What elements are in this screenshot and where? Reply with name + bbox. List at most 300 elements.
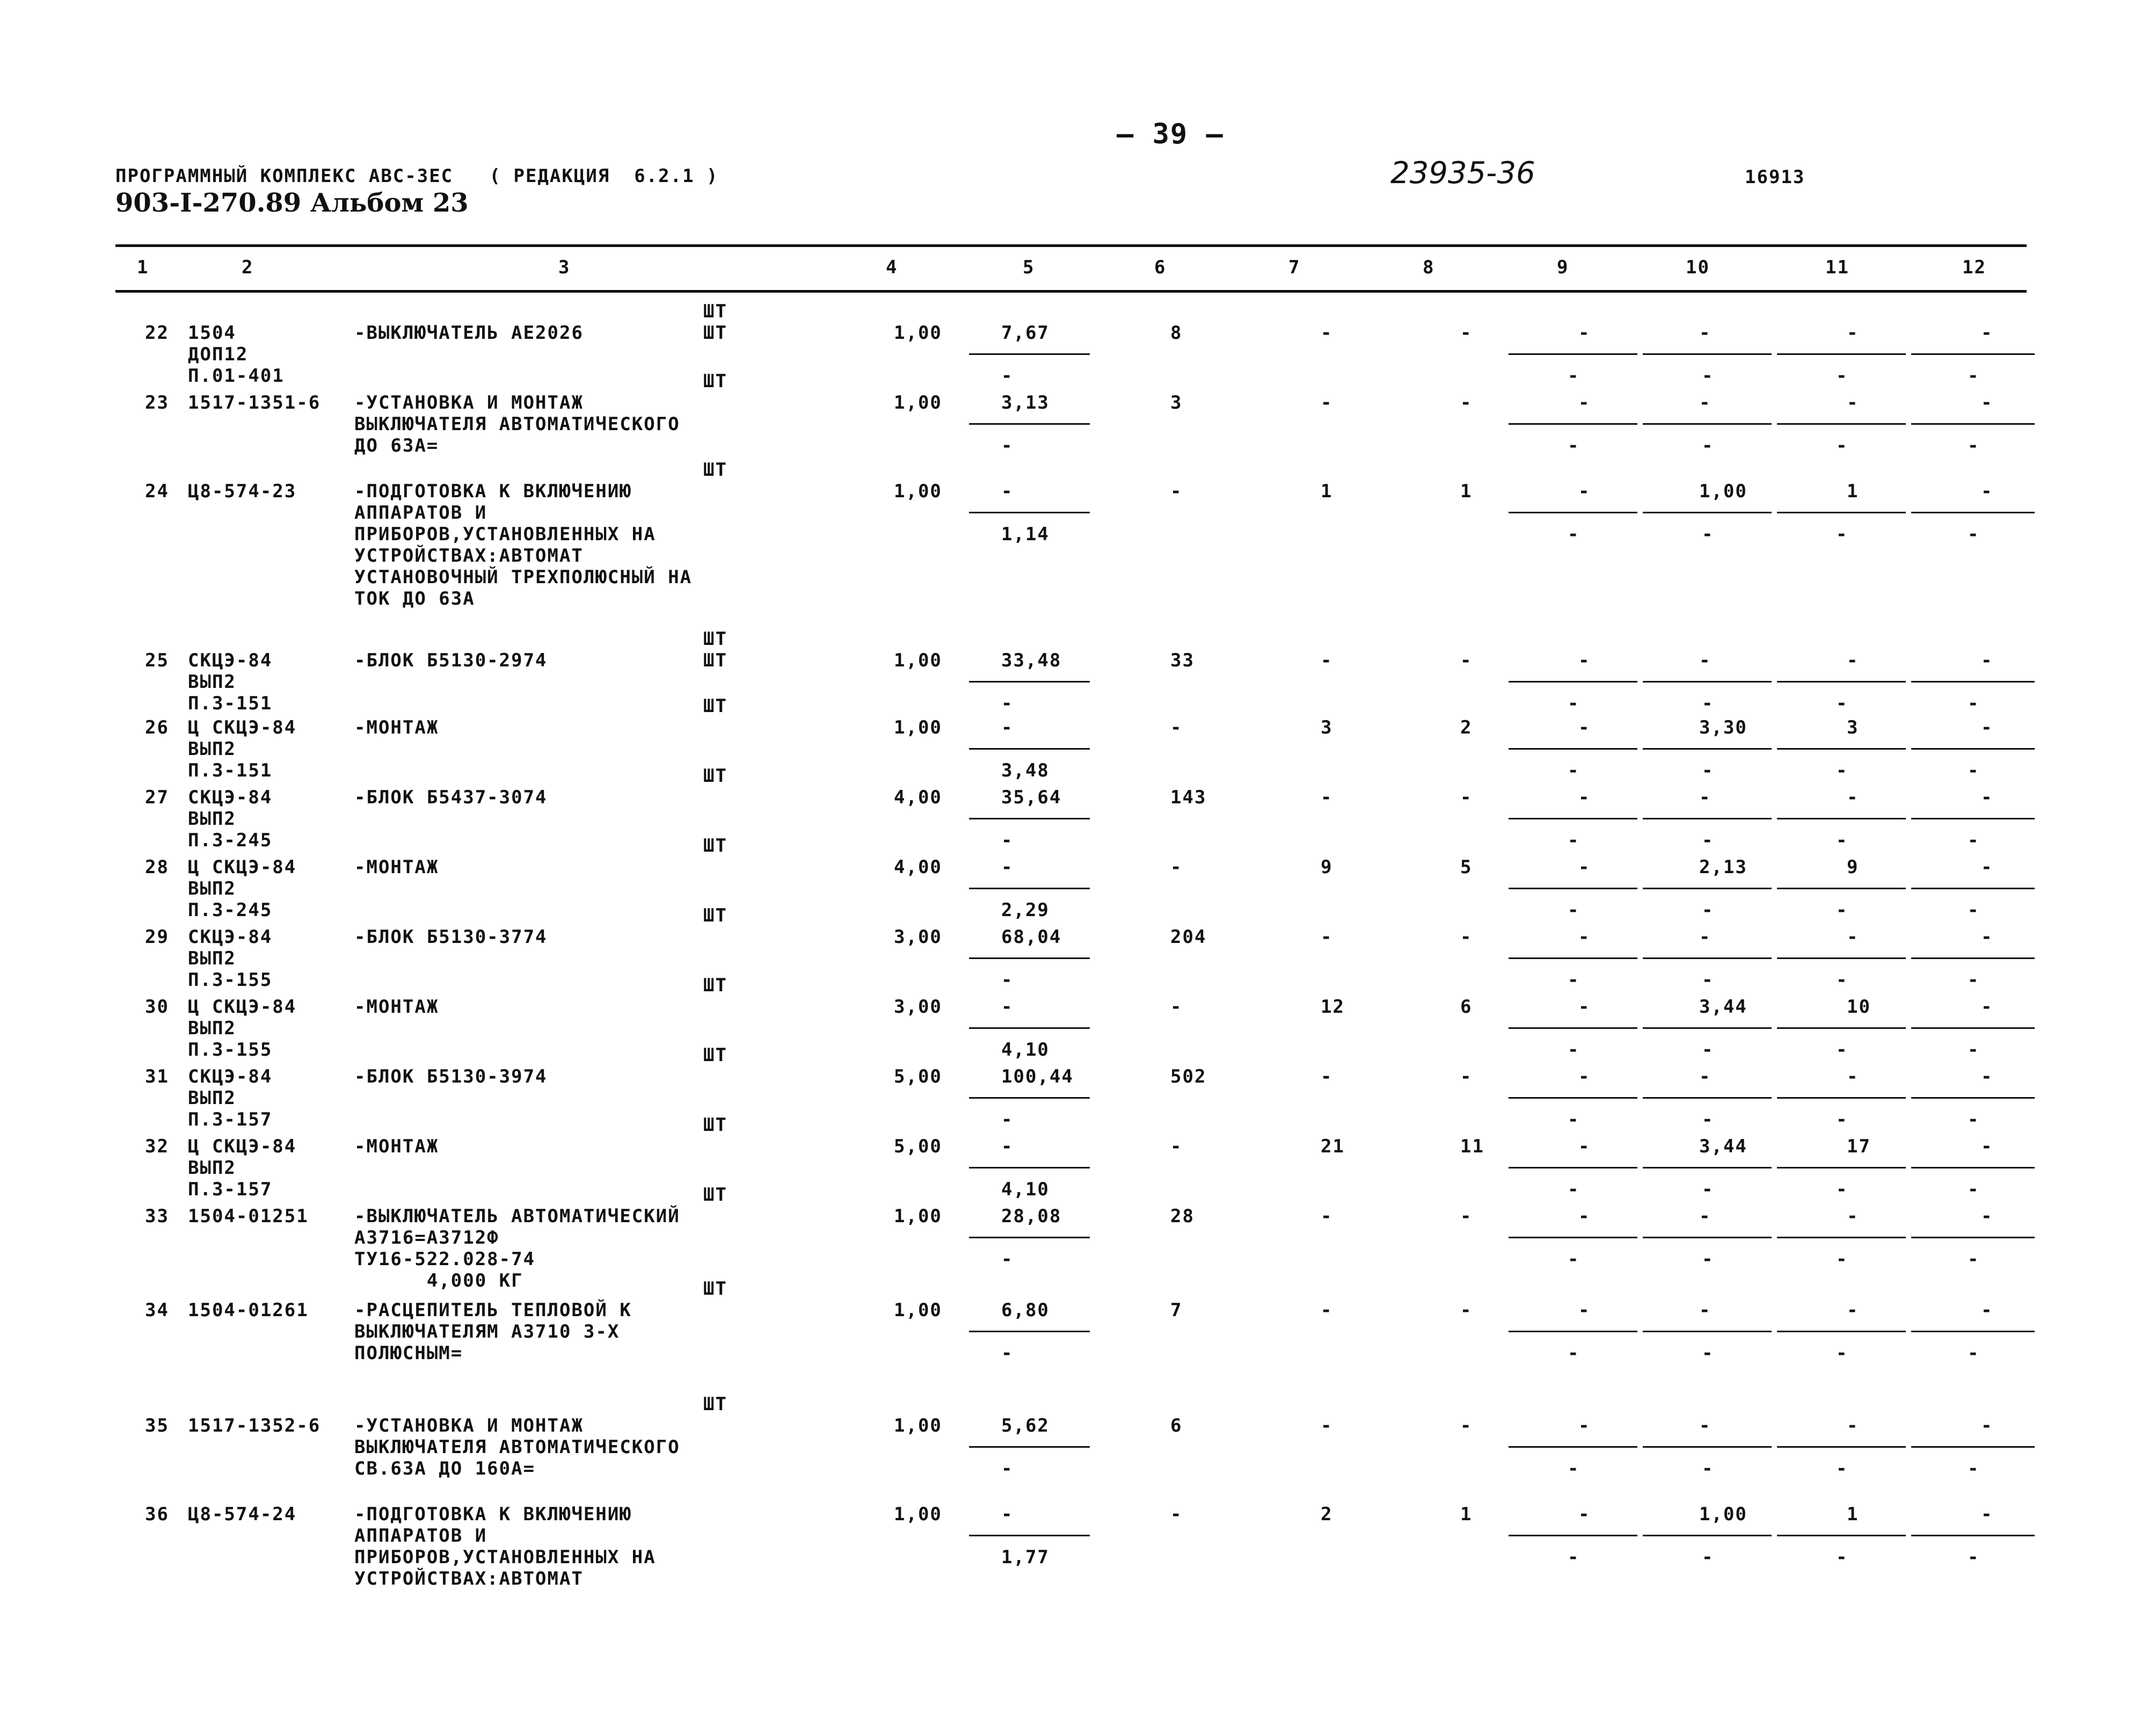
row-price-bottom: - xyxy=(1001,1342,1014,1364)
cell-underline xyxy=(1911,1027,2035,1029)
row-col12: - xyxy=(1981,1066,1993,1087)
table-row xyxy=(0,695,2156,792)
row-col6: - xyxy=(1170,481,1183,502)
row-col6: - xyxy=(1170,1504,1183,1525)
row-col11: - xyxy=(1847,1415,1859,1436)
row-description: -РАСЦЕПИТЕЛЬ ТЕПЛОВОЙ К ВЫКЛЮЧАТЕЛЯМ А3710 3-Х ПОЛЮСНЫМ= xyxy=(354,1300,632,1364)
row-price-bottom: - xyxy=(1001,969,1014,991)
row-col9: - xyxy=(1578,1066,1591,1087)
row-description: -БЛОК Б5130-3974 xyxy=(354,1066,548,1087)
row-unit: ШТ xyxy=(703,905,727,926)
cell-dash: - xyxy=(1702,1179,1714,1200)
table-row xyxy=(0,1278,2156,1375)
row-number: 27 xyxy=(145,787,169,808)
row-col7: - xyxy=(1321,1066,1333,1087)
row-col10: 1,00 xyxy=(1699,481,1747,502)
row-unit: ШТ xyxy=(703,1044,727,1066)
row-price-top: - xyxy=(1001,856,1014,878)
cell-dash: - xyxy=(1836,969,1848,991)
row-price-top: 3,13 xyxy=(1001,392,1050,413)
row-price-bottom: - xyxy=(1001,435,1014,456)
row-col10: - xyxy=(1699,322,1711,344)
cell-dash: - xyxy=(1836,830,1848,851)
row-description: -МОНТАЖ xyxy=(354,717,439,738)
row-col11: 1 xyxy=(1847,1504,1859,1525)
cell-dash: - xyxy=(1568,1039,1580,1061)
cell-underline xyxy=(1911,748,2035,750)
cell-dash: - xyxy=(1568,1342,1580,1364)
cell-underline xyxy=(1509,957,1637,959)
row-col6: - xyxy=(1170,717,1183,738)
table-row xyxy=(0,371,2156,467)
row-col7: 9 xyxy=(1321,856,1333,878)
cell-underline xyxy=(969,353,1090,355)
row-quantity: 1,00 xyxy=(894,1504,942,1525)
cell-underline xyxy=(1509,1167,1637,1168)
row-code: СКЦЭ-84 ВЫП2 П.3-155 xyxy=(188,926,273,991)
row-col7: - xyxy=(1321,1206,1333,1227)
row-description: -МОНТАЖ xyxy=(354,1136,439,1157)
row-price-top: - xyxy=(1001,717,1014,738)
row-col11: - xyxy=(1847,926,1859,948)
cell-dash: - xyxy=(1836,1547,1848,1568)
cell-underline xyxy=(1643,512,1772,513)
cell-dash: - xyxy=(1968,1179,1980,1200)
cell-dash: - xyxy=(1968,1109,1980,1130)
row-price-top: 68,04 xyxy=(1001,926,1062,948)
cell-underline xyxy=(1911,1167,2035,1168)
col-header-5: 5 xyxy=(1023,257,1035,278)
row-col11: - xyxy=(1847,787,1859,808)
cell-dash: - xyxy=(1568,1547,1580,1568)
cell-dash: - xyxy=(1836,899,1848,921)
row-price-bottom: 1,14 xyxy=(1001,524,1050,545)
row-description: -УСТАНОВКА И МОНТАЖ ВЫКЛЮЧАТЕЛЯ АВТОМАТИЧЕСКОГО ДО 63А= xyxy=(354,392,680,456)
row-col9: - xyxy=(1578,926,1591,948)
cell-underline xyxy=(1777,1097,1906,1099)
cell-underline xyxy=(1509,512,1637,513)
cell-underline xyxy=(1777,353,1906,355)
cell-dash: - xyxy=(1568,1249,1580,1270)
cell-dash: - xyxy=(1968,1458,1980,1479)
row-code: 1504 ДОП12 П.01-401 xyxy=(188,322,285,387)
cell-dash: - xyxy=(1836,1109,1848,1130)
cell-dash: - xyxy=(1702,365,1714,387)
row-col12: - xyxy=(1981,392,1993,413)
row-col12: - xyxy=(1981,1415,1993,1436)
row-col7: - xyxy=(1321,1300,1333,1321)
cell-underline xyxy=(969,818,1090,819)
row-description: -ПОДГОТОВКА К ВКЛЮЧЕНИЮ АППАРАТОВ И ПРИБОРОВ,УСТАНОВЛЕННЫХ НА УСТРОЙСТВАХ:АВТОМАТ УСТАНОВОЧНЫЙ ТРЕХПОЛЮСНЫЙ НА ТОК ДО 63А xyxy=(354,481,693,609)
cell-dash: - xyxy=(1702,1547,1714,1568)
table-row xyxy=(0,628,2156,725)
cell-underline xyxy=(969,1027,1090,1029)
cell-dash: - xyxy=(1568,693,1580,714)
row-col7: 3 xyxy=(1321,717,1333,738)
cell-underline xyxy=(1911,681,2035,683)
row-col6: 143 xyxy=(1170,787,1207,808)
row-col8: - xyxy=(1460,787,1473,808)
cell-dash: - xyxy=(1702,1249,1714,1270)
row-price-top: - xyxy=(1001,996,1014,1018)
row-col12: - xyxy=(1981,787,1993,808)
row-col11: - xyxy=(1847,1066,1859,1087)
cell-underline xyxy=(1911,353,2035,355)
row-col12: - xyxy=(1981,717,1993,738)
row-description: -БЛОК Б5130-3774 xyxy=(354,926,548,948)
cell-underline xyxy=(1509,353,1637,355)
cell-underline xyxy=(969,957,1090,959)
cell-dash: - xyxy=(1968,1547,1980,1568)
row-col10: - xyxy=(1699,787,1711,808)
cell-underline xyxy=(969,1535,1090,1536)
row-number: 32 xyxy=(145,1136,169,1157)
cell-underline xyxy=(1777,1535,1906,1536)
row-col10: - xyxy=(1699,1066,1711,1087)
row-quantity: 1,00 xyxy=(894,1206,942,1227)
row-unit: ШТ xyxy=(703,1393,727,1415)
document-number: 16913 xyxy=(1745,166,1805,188)
cell-underline xyxy=(1643,1027,1772,1029)
row-col6: - xyxy=(1170,1136,1183,1157)
row-col8: 11 xyxy=(1460,1136,1484,1157)
cell-dash: - xyxy=(1702,524,1714,545)
cell-dash: - xyxy=(1568,1179,1580,1200)
col-header-10: 10 xyxy=(1686,257,1710,278)
row-number: 33 xyxy=(145,1206,169,1227)
row-quantity: 1,00 xyxy=(894,322,942,344)
row-unit: ШТ ШТ xyxy=(703,628,727,671)
row-col10: 1,00 xyxy=(1699,1504,1747,1525)
row-price-top: 5,62 xyxy=(1001,1415,1050,1436)
row-col11: - xyxy=(1847,650,1859,671)
table-row xyxy=(0,975,2156,1071)
cell-underline xyxy=(1911,512,2035,513)
row-col12: - xyxy=(1981,1136,1993,1157)
row-col9: - xyxy=(1578,996,1591,1018)
row-unit: ШТ xyxy=(703,371,727,392)
row-number: 29 xyxy=(145,926,169,948)
row-col11: - xyxy=(1847,1300,1859,1321)
row-col7: - xyxy=(1321,322,1333,344)
row-col8: - xyxy=(1460,322,1473,344)
row-col9: - xyxy=(1578,717,1591,738)
col-header-2: 2 xyxy=(242,257,254,278)
row-col7: 12 xyxy=(1321,996,1345,1018)
cell-underline xyxy=(1509,681,1637,683)
row-col8: 5 xyxy=(1460,856,1473,878)
row-col6: 8 xyxy=(1170,322,1183,344)
row-quantity: 1,00 xyxy=(894,1300,942,1321)
cell-underline xyxy=(1777,1331,1906,1332)
row-col6: 33 xyxy=(1170,650,1194,671)
row-col10: - xyxy=(1699,650,1711,671)
col-header-8: 8 xyxy=(1423,257,1435,278)
row-col12: - xyxy=(1981,1504,1993,1525)
cell-underline xyxy=(1777,818,1906,819)
cell-dash: - xyxy=(1836,1249,1848,1270)
row-col12: - xyxy=(1981,481,1993,502)
row-description: -МОНТАЖ xyxy=(354,996,439,1018)
cell-dash: - xyxy=(1836,1179,1848,1200)
row-quantity: 4,00 xyxy=(894,856,942,878)
row-code: СКЦЭ-84 ВЫП2 П.3-151 xyxy=(188,650,273,714)
cell-underline xyxy=(1643,353,1772,355)
row-description: -МОНТАЖ xyxy=(354,856,439,878)
cell-underline xyxy=(1643,1331,1772,1332)
cell-dash: - xyxy=(1702,1342,1714,1364)
row-col9: - xyxy=(1578,481,1591,502)
row-col6: - xyxy=(1170,996,1183,1018)
cell-dash: - xyxy=(1568,899,1580,921)
row-price-top: 6,80 xyxy=(1001,1300,1050,1321)
row-price-top: - xyxy=(1001,1136,1014,1157)
cell-dash: - xyxy=(1702,1039,1714,1061)
row-col10: - xyxy=(1699,1206,1711,1227)
row-col10: 3,44 xyxy=(1699,1136,1747,1157)
cell-underline xyxy=(969,1167,1090,1168)
cell-underline xyxy=(1777,512,1906,513)
cell-dash: - xyxy=(1702,1458,1714,1479)
cell-dash: - xyxy=(1836,1342,1848,1364)
row-col10: 2,13 xyxy=(1699,856,1747,878)
row-unit: ШТ xyxy=(703,835,727,856)
cell-underline xyxy=(969,1331,1090,1332)
row-price-top: 33,48 xyxy=(1001,650,1062,671)
row-quantity: 1,00 xyxy=(894,717,942,738)
cell-dash: - xyxy=(1836,365,1848,387)
col-header-1: 1 xyxy=(137,257,149,278)
row-number: 34 xyxy=(145,1300,169,1321)
cell-dash: - xyxy=(1836,1458,1848,1479)
cell-dash: - xyxy=(1968,1342,1980,1364)
cell-dash: - xyxy=(1968,1039,1980,1061)
cell-underline xyxy=(969,888,1090,889)
row-col11: 1 xyxy=(1847,481,1859,502)
cell-underline xyxy=(1777,1027,1906,1029)
cell-underline xyxy=(1509,423,1637,425)
table-row xyxy=(0,1504,2156,1589)
cell-underline xyxy=(1777,888,1906,889)
cell-underline xyxy=(1643,957,1772,959)
row-number: 30 xyxy=(145,996,169,1018)
cell-dash: - xyxy=(1968,435,1980,456)
cell-dash: - xyxy=(1702,969,1714,991)
cell-underline xyxy=(969,748,1090,750)
row-col11: 3 xyxy=(1847,717,1859,738)
row-price-bottom: - xyxy=(1001,1109,1014,1130)
row-col8: - xyxy=(1460,650,1473,671)
cell-dash: - xyxy=(1968,365,1980,387)
cell-underline xyxy=(1643,423,1772,425)
page-number: – 39 – xyxy=(1117,118,1224,150)
row-col6: 204 xyxy=(1170,926,1207,948)
cell-underline xyxy=(1777,1167,1906,1168)
table-row xyxy=(0,835,2156,932)
col-header-3: 3 xyxy=(558,257,571,278)
row-code: СКЦЭ-84 ВЫП2 П.3-245 xyxy=(188,787,273,851)
row-description: -ПОДГОТОВКА К ВКЛЮЧЕНИЮ АППАРАТОВ И ПРИБОРОВ,УСТАНОВЛЕННЫХ НА УСТРОЙСТВАХ:АВТОМАТ xyxy=(354,1504,656,1589)
cell-underline xyxy=(1911,423,2035,425)
row-quantity: 1,00 xyxy=(894,392,942,413)
cell-underline xyxy=(1509,748,1637,750)
row-description: -ВЫКЛЮЧАТЕЛЬ АЕ2026 xyxy=(354,322,584,344)
cell-underline xyxy=(1643,1535,1772,1536)
cell-dash: - xyxy=(1568,830,1580,851)
cell-underline xyxy=(1777,1237,1906,1238)
row-number: 22 xyxy=(145,322,169,344)
cell-underline xyxy=(1509,888,1637,889)
row-col8: 2 xyxy=(1460,717,1473,738)
cell-dash: - xyxy=(1568,365,1580,387)
cell-underline xyxy=(1509,1331,1637,1332)
row-price-top: 7,67 xyxy=(1001,322,1050,344)
cell-dash: - xyxy=(1968,899,1980,921)
col-header-9: 9 xyxy=(1557,257,1569,278)
row-code: Ц СКЦЭ-84 ВЫП2 П.3-151 xyxy=(188,717,297,781)
row-price-bottom: - xyxy=(1001,830,1014,851)
cell-underline xyxy=(969,1446,1090,1448)
row-quantity: 5,00 xyxy=(894,1066,942,1087)
row-unit: ШТ xyxy=(703,1184,727,1206)
col-header-12: 12 xyxy=(1962,257,1986,278)
row-col12: - xyxy=(1981,996,1993,1018)
row-col8: - xyxy=(1460,1300,1473,1321)
cell-underline xyxy=(1911,888,2035,889)
row-col6: 28 xyxy=(1170,1206,1194,1227)
cell-dash: - xyxy=(1836,524,1848,545)
row-price-bottom: 1,77 xyxy=(1001,1547,1050,1568)
cell-underline xyxy=(1509,1237,1637,1238)
row-code: Ц8-574-24 xyxy=(188,1504,297,1525)
cell-underline xyxy=(1643,748,1772,750)
cell-dash: - xyxy=(1702,1109,1714,1130)
row-unit: ШТ xyxy=(703,765,727,787)
row-unit: ШТ xyxy=(703,459,727,481)
cell-underline xyxy=(1911,1535,2035,1536)
row-col9: - xyxy=(1578,650,1591,671)
row-col7: - xyxy=(1321,392,1333,413)
cell-underline xyxy=(1643,681,1772,683)
row-col12: - xyxy=(1981,856,1993,878)
cell-underline xyxy=(1643,1097,1772,1099)
row-col7: - xyxy=(1321,787,1333,808)
cell-underline xyxy=(1777,681,1906,683)
table-row xyxy=(0,301,2156,397)
row-price-bottom: 4,10 xyxy=(1001,1039,1050,1061)
table-row xyxy=(0,459,2156,609)
row-col10: - xyxy=(1699,1300,1711,1321)
row-col8: 6 xyxy=(1460,996,1473,1018)
cell-dash: - xyxy=(1968,1249,1980,1270)
row-price-bottom: 2,29 xyxy=(1001,899,1050,921)
cell-dash: - xyxy=(1836,693,1848,714)
cell-dash: - xyxy=(1702,830,1714,851)
row-unit: ШТ xyxy=(703,975,727,996)
row-col10: - xyxy=(1699,392,1711,413)
row-col11: - xyxy=(1847,322,1859,344)
cell-dash: - xyxy=(1702,693,1714,714)
cell-underline xyxy=(1777,957,1906,959)
row-col9: - xyxy=(1578,787,1591,808)
row-price-bottom: - xyxy=(1001,1249,1014,1270)
row-col9: - xyxy=(1578,1504,1591,1525)
cell-underline xyxy=(1777,1446,1906,1448)
row-price-top: 35,64 xyxy=(1001,787,1062,808)
row-price-bottom: 3,48 xyxy=(1001,760,1050,781)
row-col12: - xyxy=(1981,1300,1993,1321)
row-col7: - xyxy=(1321,650,1333,671)
row-code: 1517-1352-6 xyxy=(188,1415,321,1436)
row-price-top: - xyxy=(1001,1504,1014,1525)
cell-dash: - xyxy=(1568,524,1580,545)
row-col12: - xyxy=(1981,1206,1993,1227)
row-unit: ШТ xyxy=(703,695,727,717)
cell-underline xyxy=(1643,1237,1772,1238)
row-number: 36 xyxy=(145,1504,169,1525)
row-price-bottom: - xyxy=(1001,693,1014,714)
row-col10: 3,44 xyxy=(1699,996,1747,1018)
row-description: -БЛОК Б5437-3074 xyxy=(354,787,548,808)
cell-dash: - xyxy=(1968,760,1980,781)
row-quantity: 3,00 xyxy=(894,996,942,1018)
cell-underline xyxy=(1643,1446,1772,1448)
row-col8: 1 xyxy=(1460,481,1473,502)
cell-dash: - xyxy=(1836,1039,1848,1061)
row-col10: - xyxy=(1699,1415,1711,1436)
row-unit: ШТ xyxy=(703,1114,727,1136)
row-col9: - xyxy=(1578,1300,1591,1321)
row-col6: 502 xyxy=(1170,1066,1207,1087)
cell-underline xyxy=(1911,1446,2035,1448)
cell-underline xyxy=(1911,957,2035,959)
cell-underline xyxy=(969,1097,1090,1099)
row-col8: - xyxy=(1460,392,1473,413)
row-quantity: 3,00 xyxy=(894,926,942,948)
cell-underline xyxy=(1509,1027,1637,1029)
row-col10: 3,30 xyxy=(1699,717,1747,738)
row-code: 1504-01251 xyxy=(188,1206,309,1227)
row-col9: - xyxy=(1578,856,1591,878)
row-number: 28 xyxy=(145,856,169,878)
row-col7: 1 xyxy=(1321,481,1333,502)
row-code: Ц СКЦЭ-84 ВЫП2 П.3-157 xyxy=(188,1136,297,1200)
row-col10: - xyxy=(1699,926,1711,948)
row-quantity: 1,00 xyxy=(894,481,942,502)
row-unit: ШТ xyxy=(703,1278,727,1300)
row-number: 35 xyxy=(145,1415,169,1436)
row-quantity: 1,00 xyxy=(894,650,942,671)
row-col6: 7 xyxy=(1170,1300,1183,1321)
row-number: 26 xyxy=(145,717,169,738)
cell-dash: - xyxy=(1568,435,1580,456)
cell-dash: - xyxy=(1702,899,1714,921)
row-price-top: 28,08 xyxy=(1001,1206,1062,1227)
row-col6: - xyxy=(1170,856,1183,878)
cell-underline xyxy=(969,423,1090,425)
row-col6: 3 xyxy=(1170,392,1183,413)
row-col7: 2 xyxy=(1321,1504,1333,1525)
cell-underline xyxy=(1777,748,1906,750)
row-number: 24 xyxy=(145,481,169,502)
cell-underline xyxy=(969,681,1090,683)
cell-dash: - xyxy=(1568,969,1580,991)
row-description: -БЛОК Б5130-2974 xyxy=(354,650,548,671)
row-col11: - xyxy=(1847,392,1859,413)
row-col11: - xyxy=(1847,1206,1859,1227)
cell-dash: - xyxy=(1968,693,1980,714)
row-number: 23 xyxy=(145,392,169,413)
